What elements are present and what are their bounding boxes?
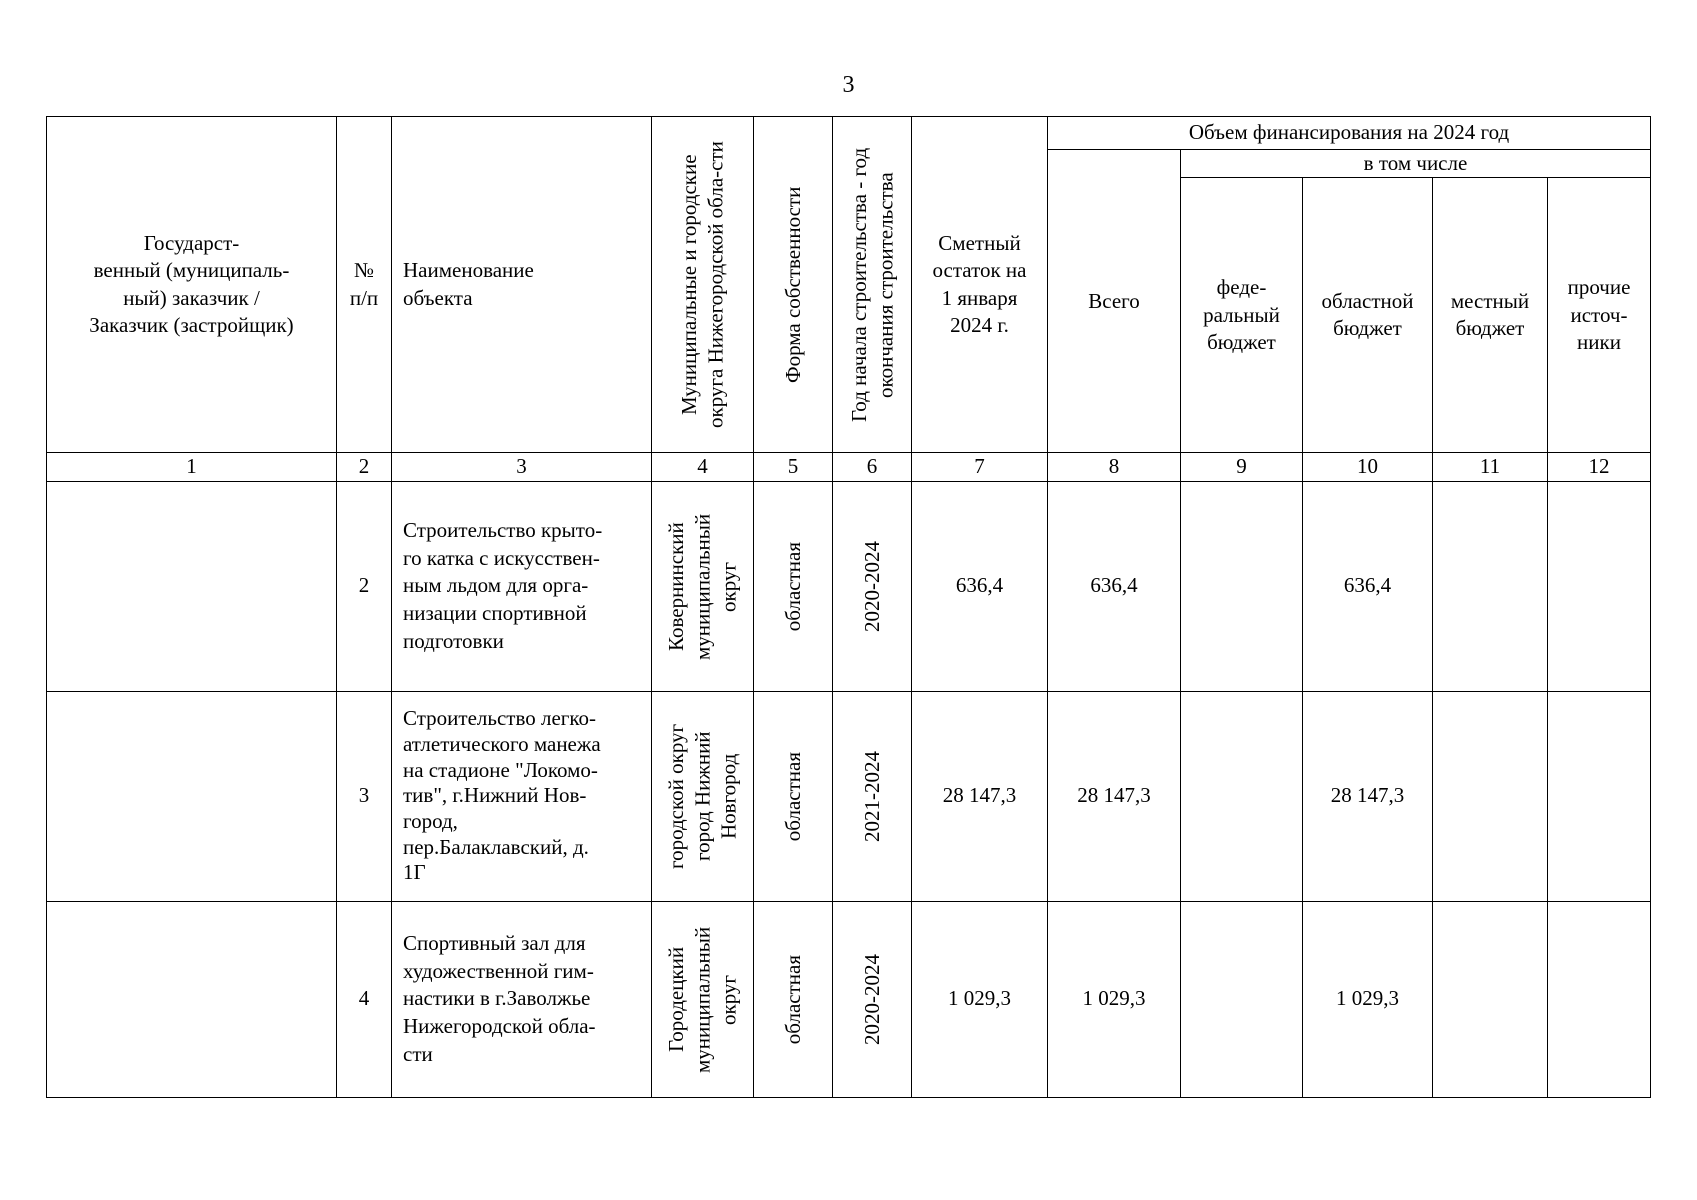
cell-estimate: 28 147,3 xyxy=(912,691,1048,901)
cell-regional: 28 147,3 xyxy=(1303,691,1433,901)
cell-regional: 1 029,3 xyxy=(1303,901,1433,1097)
table-row xyxy=(47,901,1651,1097)
column-number: 9 xyxy=(1181,453,1303,481)
cell-number: 2 xyxy=(337,481,392,691)
page-number: 3 xyxy=(842,72,855,98)
cell-object-name: Спортивный зал для художественной гим- настики в г.Заволжье Нижегородской обла- сти xyxy=(392,901,652,1097)
cell-estimate: 636,4 xyxy=(912,481,1048,691)
cell-federal xyxy=(1181,901,1303,1097)
cell-municipality-wrap xyxy=(652,481,754,691)
header-object-name: Наименование объекта xyxy=(392,117,652,453)
column-number: 6 xyxy=(833,453,912,481)
column-number: 3 xyxy=(392,453,652,481)
cell-ownership: областная xyxy=(780,954,805,1044)
cell-municipality: Ковернинский муниципальный округ xyxy=(664,513,741,660)
header-regional: областной бюджет xyxy=(1303,178,1433,453)
table-row xyxy=(47,691,1651,901)
column-number-row xyxy=(47,453,1651,481)
header-years: Год начала строительства - год окончания строительства xyxy=(846,147,897,422)
cell-ownership-wrap xyxy=(754,901,833,1097)
header-number: № п/п xyxy=(337,117,392,453)
cell-other xyxy=(1548,901,1651,1097)
cell-years-wrap xyxy=(833,901,912,1097)
header-including: в том числе xyxy=(1181,150,1651,178)
cell-object-name: Строительство крыто- го катка с искусствен- ным льдом для орга- низации спортивной подготовки xyxy=(392,481,652,691)
cell-federal xyxy=(1181,481,1303,691)
header-years-cell xyxy=(833,117,912,453)
column-number: 4 xyxy=(652,453,754,481)
cell-local xyxy=(1433,901,1548,1097)
column-number: 5 xyxy=(754,453,833,481)
cell-municipality-wrap xyxy=(652,901,754,1097)
cell-ownership: областная xyxy=(780,541,805,631)
cell-customer xyxy=(47,691,337,901)
column-number: 11 xyxy=(1433,453,1548,481)
cell-municipality: городской округ город Нижний Новгород xyxy=(664,723,741,869)
header-ownership: Форма собственности xyxy=(780,186,805,383)
cell-municipality: Городецкий муниципальный округ xyxy=(664,926,741,1073)
header-row-1 xyxy=(47,117,1651,150)
cell-local xyxy=(1433,691,1548,901)
cell-total: 28 147,3 xyxy=(1048,691,1181,901)
cell-total: 1 029,3 xyxy=(1048,901,1181,1097)
header-federal: феде- ральный бюджет xyxy=(1181,178,1303,453)
cell-regional: 636,4 xyxy=(1303,481,1433,691)
column-number: 7 xyxy=(912,453,1048,481)
cell-years: 2021-2024 xyxy=(859,750,884,842)
header-municipality: Муниципальные и городские округа Нижегородской обла-сти xyxy=(677,141,728,429)
table-row xyxy=(47,481,1651,691)
cell-federal xyxy=(1181,691,1303,901)
header-other: прочие источ- ники xyxy=(1548,178,1651,453)
cell-ownership: областная xyxy=(780,751,805,841)
header-estimate: Сметный остаток на 1 января 2024 г. xyxy=(912,117,1048,453)
cell-years: 2020-2024 xyxy=(859,953,884,1045)
header-total: Всего xyxy=(1048,150,1181,453)
cell-customer xyxy=(47,481,337,691)
cell-other xyxy=(1548,481,1651,691)
cell-object-name: Строительство легко- атлетического манежа на стадионе "Локомо- тив", г.Нижний Нов- город, пер.Балаклавский, д. 1Г xyxy=(392,691,652,901)
cell-other xyxy=(1548,691,1651,901)
cell-years-wrap xyxy=(833,691,912,901)
header-ownership-cell xyxy=(754,117,833,453)
cell-customer xyxy=(47,901,337,1097)
header-customer: Государст- венный (муниципаль- ный) заказчик / Заказчик (застройщик) xyxy=(47,117,337,453)
column-number: 2 xyxy=(337,453,392,481)
column-number: 8 xyxy=(1048,453,1181,481)
column-number: 1 xyxy=(47,453,337,481)
cell-estimate: 1 029,3 xyxy=(912,901,1048,1097)
cell-municipality-wrap xyxy=(652,691,754,901)
column-number: 10 xyxy=(1303,453,1433,481)
cell-local xyxy=(1433,481,1548,691)
column-number: 12 xyxy=(1548,453,1651,481)
header-local: местный бюджет xyxy=(1433,178,1548,453)
cell-number: 4 xyxy=(337,901,392,1097)
cell-ownership-wrap xyxy=(754,691,833,901)
funding-table xyxy=(46,116,1651,1098)
cell-years: 2020-2024 xyxy=(859,540,884,632)
cell-ownership-wrap xyxy=(754,481,833,691)
header-municipality-cell xyxy=(652,117,754,453)
header-funding-group: Объем финансирования на 2024 год xyxy=(1048,117,1651,150)
cell-total: 636,4 xyxy=(1048,481,1181,691)
cell-years-wrap xyxy=(833,481,912,691)
cell-number: 3 xyxy=(337,691,392,901)
